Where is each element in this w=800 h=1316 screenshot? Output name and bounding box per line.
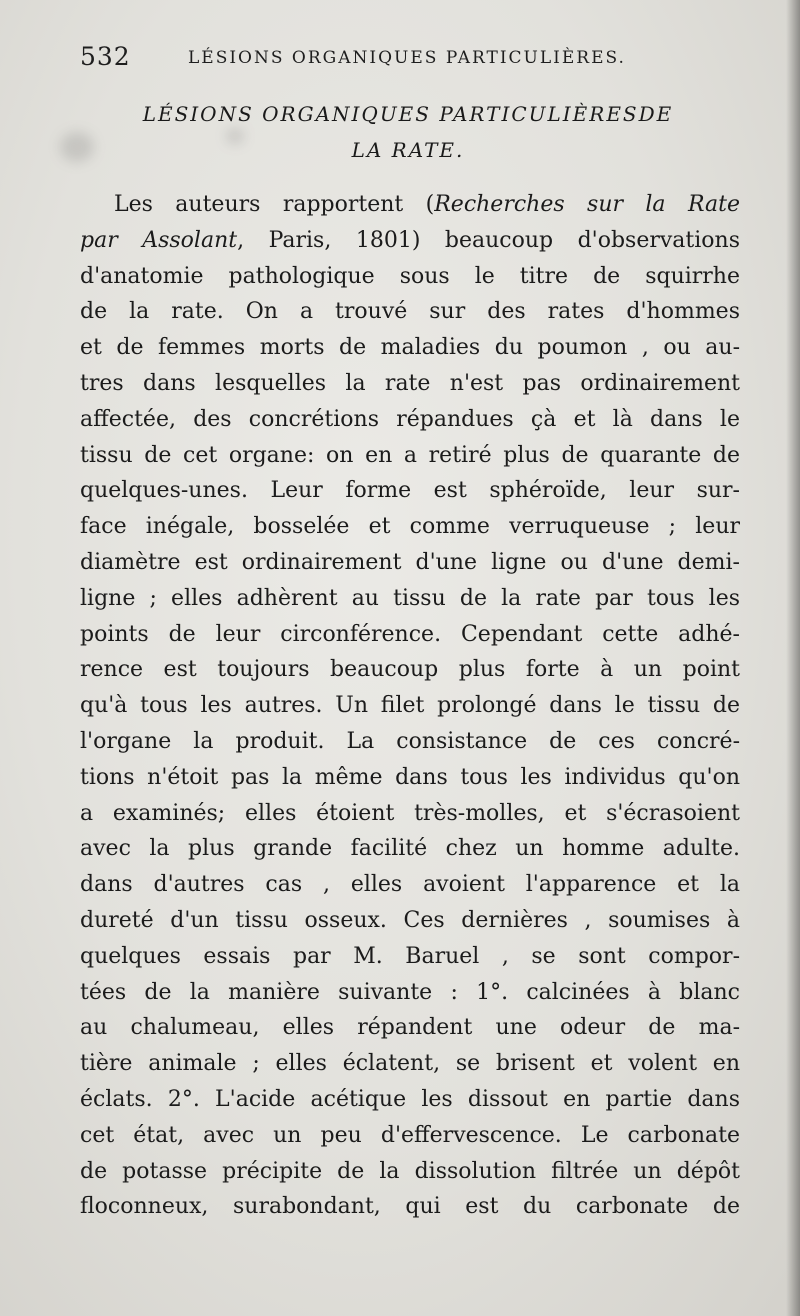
text-line: dans d'autres cas , elles avoient l'apparence et la [80, 872, 740, 898]
text-line: qu'à tous les autres. Un filet prolongé dans le tissu de [80, 693, 740, 719]
section-title [78, 96, 738, 168]
text-line: tissu de cet organe: on en a retiré plus de quarante de [80, 442, 740, 468]
body-text [80, 187, 740, 1225]
text-line: de la rate. On a trouvé sur des rates d'hommes [80, 299, 740, 325]
text-line: tions n'étoit pas la même dans tous les individus qu'on [80, 764, 740, 790]
section-title-line-2: LA RATE. [351, 138, 465, 162]
text-line: l'organe la produit. La consistance de ces concré- [80, 728, 740, 754]
text-line: tées de la manière suivante : 1°. calcinées à blanc [80, 979, 740, 1005]
text-line: dureté d'un tissu osseux. Ces dernières , soumises à [80, 907, 740, 933]
text-line: face inégale, bosselée et comme verruqueuse ; leur [80, 514, 740, 540]
text-line: au chalumeau, elles répandent une odeur de ma- [80, 1015, 740, 1041]
running-head [80, 40, 720, 76]
text-line: points de leur circonférence. Cependant cette adhé- [80, 621, 740, 647]
page-edge-shadow [786, 0, 800, 1316]
text-line: d'anatomie pathologique sous le titre de squirrhe [80, 263, 740, 289]
text-line: de potasse précipite de la dissolution filtrée un dépôt [80, 1158, 740, 1184]
running-title: LÉSIONS ORGANIQUES PARTICULIÈRES. [188, 48, 626, 68]
text-line: a examinés; elles étoient très-molles, et s'écrasoient [80, 800, 740, 826]
text-line: Les auteurs rapportent (Recherches sur la Rate [114, 192, 740, 217]
text-line: quelques essais par M. Baruel , se sont compor- [80, 943, 740, 969]
text-line: avec la plus grande facilité chez un homme adulte. [80, 836, 740, 862]
text-line: par Assolant, Paris, 1801) beaucoup d'observations [80, 227, 740, 253]
text-line: floconneux, surabondant, qui est du carbonate de [80, 1194, 740, 1220]
text-line: tière animale ; elles éclatent, se brisent et volent en [80, 1051, 740, 1077]
text-line: rence est toujours beaucoup plus forte à un point [80, 657, 740, 683]
text-line: tres dans lesquelles la rate n'est pas ordinairement [80, 370, 740, 396]
text-line: quelques-unes. Leur forme est sphéroïde, leur sur- [80, 478, 740, 504]
text-line: cet état, avec un peu d'effervescence. Le carbonate [80, 1122, 740, 1148]
text-line: affectée, des concrétions répandues çà et là dans le [80, 406, 740, 432]
section-title-line-1: LÉSIONS ORGANIQUES PARTICULIÈRESDE [142, 102, 674, 126]
page-number: 532 [80, 42, 131, 71]
text-line: ligne ; elles adhèrent au tissu de la rate par tous les [80, 585, 740, 611]
text-line: et de femmes morts de maladies du poumon , ou au- [80, 335, 740, 361]
text-line: éclats. 2°. L'acide acétique les dissout en partie dans [80, 1086, 740, 1112]
text-line: diamètre est ordinairement d'une ligne ou d'une demi- [80, 549, 740, 575]
